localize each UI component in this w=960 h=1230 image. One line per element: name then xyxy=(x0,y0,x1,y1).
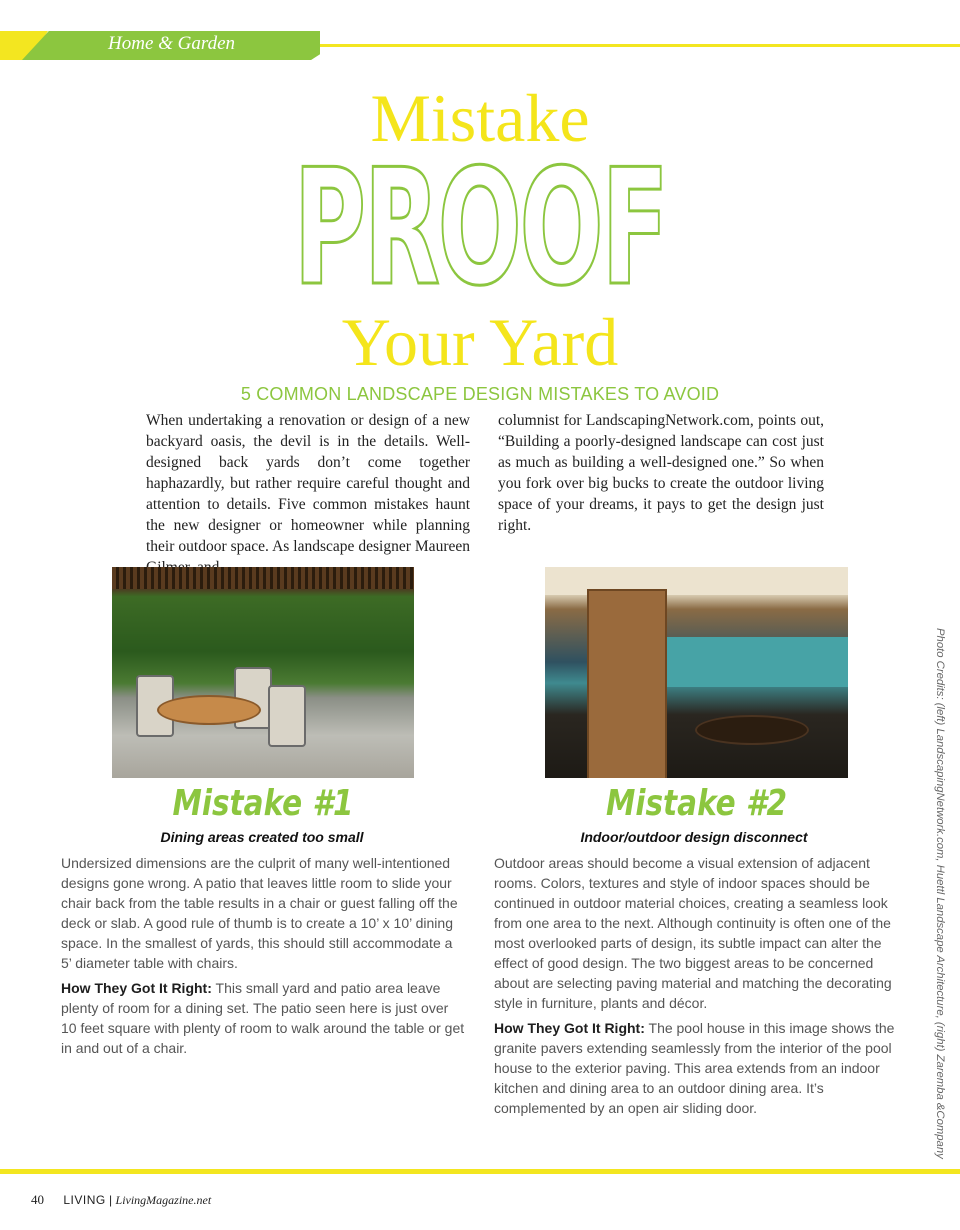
mistake-1-how-paragraph xyxy=(61,978,466,1058)
title-line-proof: PROOF xyxy=(293,134,667,321)
magazine-name: LIVING xyxy=(63,1193,106,1207)
mistake-1-body xyxy=(61,853,466,1063)
mistake-2-how-paragraph xyxy=(494,1018,899,1118)
title-line-mistake: Mistake xyxy=(370,80,590,156)
footer-rule xyxy=(0,1169,960,1174)
page-footer xyxy=(31,1192,211,1208)
patio-dining-photo xyxy=(112,567,414,778)
pool-area xyxy=(665,637,848,687)
mistake-2-heading: Mistake #2 xyxy=(605,783,788,824)
title-line-your-yard: Your Yard xyxy=(341,304,619,380)
intro-column-left: When undertaking a renovation or design of a new backyard oasis, the devil is in the details. Well-designed back yards don’t come together haphazardly, but rather require careful thought and attention to details. Five common mistakes haunt the new designer or homeowner while planning their outdoor space. As landscape designer Maureen xyxy=(146,412,470,555)
how-label: How They Got It Right: xyxy=(61,980,212,996)
mistake-1-heading: Mistake #1 xyxy=(172,783,354,824)
article-subtitle: 5 COMMON LANDSCAPE DESIGN MISTAKES TO AVOID xyxy=(240,384,720,404)
magazine-url: LivingMagazine.net xyxy=(115,1193,212,1207)
patio-chair xyxy=(268,685,306,747)
header-rule xyxy=(320,44,960,47)
mistake-2-body xyxy=(494,853,899,1123)
wood-armoire xyxy=(587,589,667,778)
intro-column-right: columnist for LandscapingNetwork.com, points out, “Building a poorly-designed landscape can cost just as much as building a well-designed one.” So when you fork over big bucks to create the outdoor living space of your dreams, it pays to get the design just right. xyxy=(498,412,824,534)
footer-separator: | xyxy=(109,1193,113,1207)
section-label: Home & Garden xyxy=(108,33,235,54)
mistake-2-subheading: Indoor/outdoor design disconnect xyxy=(580,829,808,845)
mistake-2-paragraph: Outdoor areas should become a visual extension of adjacent rooms. Colors, textures and style of indoor spaces should be continued in outdoor material choices, creating a seamless look from one area to the next. Although continuity is often one of the most overlooked parts of design, its subtle impact can alter the effect of good design. The two biggest areas to be concerned about are selecting paving material and matching the decorating style in furniture, plants and décor. xyxy=(494,855,892,1011)
photo-credit-text: Photo Credits: (left) LandscapingNetwork.com, Huettl Landscape Architecture, (right) Zaremba &Company xyxy=(934,628,946,1159)
photo-credit xyxy=(930,628,950,1158)
dining-table xyxy=(695,715,809,745)
pool-house-photo xyxy=(545,567,848,778)
page-number: 40 xyxy=(31,1192,44,1207)
how-text: This small yard and patio area leave plenty of room for a dining set. The patio seen here is just over 10 feet square with plenty of room to walk around the table or get in and out of a chair. xyxy=(61,980,465,1056)
mistake-1-subheading: Dining areas created too small xyxy=(160,829,364,845)
patio-table xyxy=(157,695,261,725)
how-text: The pool house in this image shows the granite pavers extending seamlessly from the interior of the pool house to the exterior paving. This area extends from an indoor kitchen and dining area to an outdoor dining area. It’s complemented by an open air sliding door. xyxy=(494,1020,895,1116)
pergola-beams xyxy=(112,567,414,589)
mistake-1-paragraph: Undersized dimensions are the culprit of many well-intentioned designs gone wrong. A patio that leaves little room to slide your chair back from the table results in a chair or guest falling off the deck or slab. A good rule of thumb is to create a 10’ x 10’ dining space. In the smallest of yards, this should still accommodate a 5’ diameter table with chairs. xyxy=(61,855,458,971)
how-label: How They Got It Right: xyxy=(494,1020,645,1036)
